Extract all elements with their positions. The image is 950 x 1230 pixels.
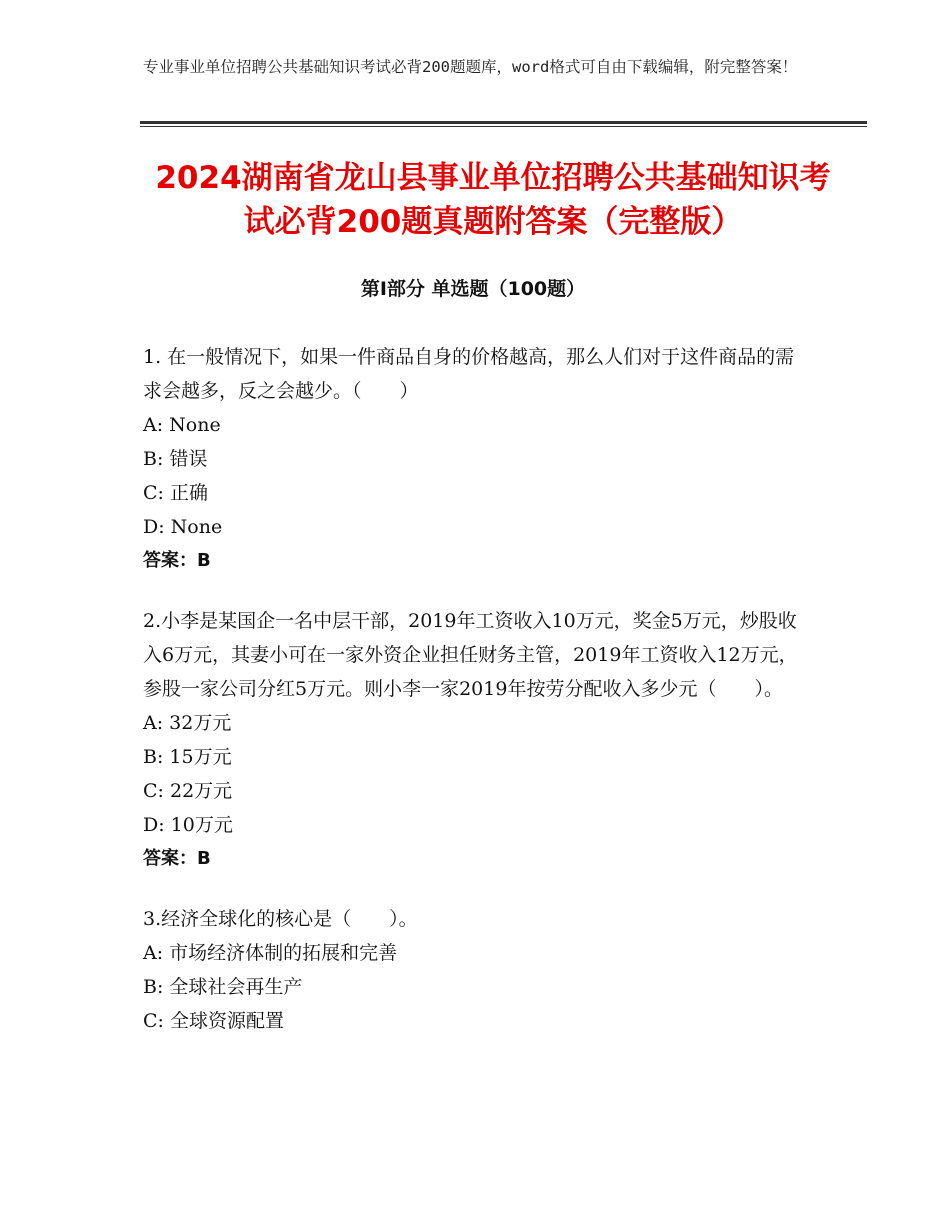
option-d: D: 10万元	[143, 814, 233, 836]
section-title: 第Ⅰ部分 单选题（100题）	[360, 278, 586, 300]
header-rule-thick	[140, 121, 867, 124]
option-b: B: 全球社会再生产	[143, 976, 303, 998]
option-c: C: 正确	[143, 482, 208, 504]
answer-line: 答案：B	[143, 550, 211, 571]
question-list	[143, 340, 813, 1064]
option-d: D: None	[143, 516, 223, 538]
question-3	[143, 902, 813, 1038]
question-2	[143, 604, 813, 876]
option-c: C: 22万元	[143, 780, 233, 802]
document-title: 2024湖南省龙山县事业单位招聘公共基础知识考试必背200题真题附答案（完整版）	[155, 160, 831, 240]
option-a: A: 32万元	[143, 712, 232, 734]
option-b: B: 错误	[143, 448, 208, 470]
header-note: 专业事业单位招聘公共基础知识考试必背200题题库，word格式可自由下载编辑，附完整答案！	[143, 58, 798, 76]
option-b: B: 15万元	[143, 746, 232, 768]
option-a: A: None	[143, 414, 221, 436]
question-stem: 3.经济全球化的核心是（ ）。	[143, 908, 418, 930]
header-rule-thin	[140, 126, 867, 127]
answer-line: 答案：B	[143, 848, 211, 869]
option-a: A: 市场经济体制的拓展和完善	[143, 942, 398, 964]
question-1	[143, 340, 813, 578]
option-c: C: 全球资源配置	[143, 1010, 284, 1032]
question-stem: 2.小李是某国企一名中层干部，2019年工资收入10万元，奖金5万元，炒股收入6万元，其妻小可在一家外资企业担任财务主管，2019年工资收入12万元，参股一家公司分红5万元。则小李一家2019年按劳分配收入多少元（ ）。	[143, 610, 798, 700]
question-stem: 1. 在一般情况下，如果一件商品自身的价格越高，那么人们对于这件商品的需求会越多，反之会越少。（ ）	[143, 346, 795, 402]
